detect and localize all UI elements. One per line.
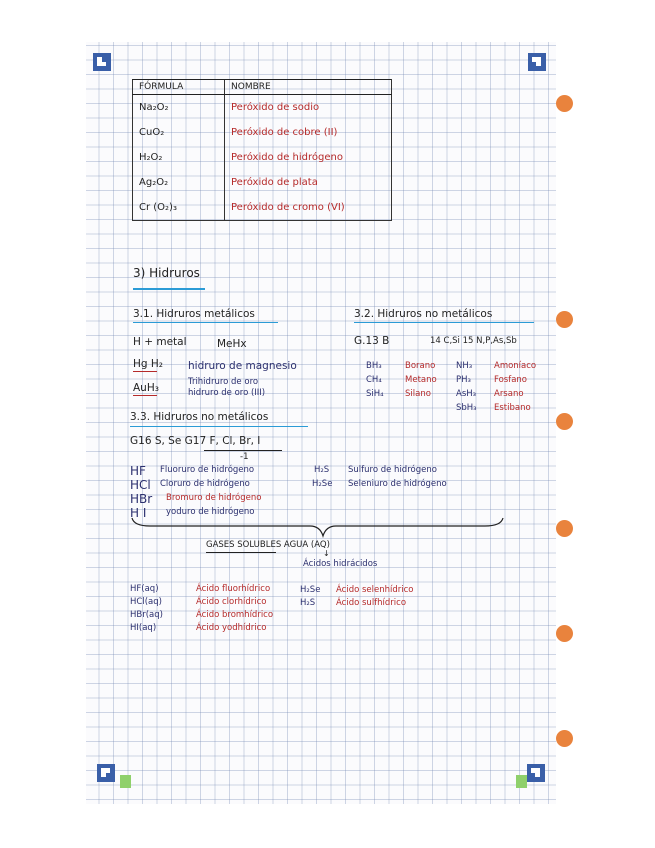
green-marker	[516, 775, 527, 788]
corner-marker-icon	[527, 52, 547, 72]
hydracid-formula: HBr	[130, 492, 153, 506]
sec32-groups-a: G.13 B	[354, 335, 390, 347]
hydracid-formula: H₂S	[314, 465, 330, 475]
corner-marker-icon	[92, 52, 112, 72]
name-cell: Peróxido de hidrógeno	[225, 145, 392, 170]
hydracid-name: Sulfuro de hidrógeno	[348, 465, 437, 475]
hydracid-name: Bromuro de hidrógeno	[166, 493, 262, 503]
sec33-valence: -1	[240, 452, 249, 462]
sec33-groups: G16 S, Se G17 F, Cl, Br, I	[130, 435, 261, 447]
acid-formula: HBr(aq)	[130, 610, 163, 620]
sec32-right-formula: AsH₃	[456, 389, 477, 399]
sec33-underline	[130, 426, 308, 427]
binder-hole-icon	[556, 413, 573, 430]
sec32-left-name: Borano	[405, 361, 436, 371]
formula-cell: Na₂O₂	[133, 95, 225, 121]
acid-name: Ácido selenhídrico	[336, 585, 414, 595]
sec32-right-name: Fosfano	[494, 375, 528, 385]
sec32-left-name: Silano	[405, 389, 431, 399]
table-row	[133, 195, 392, 221]
gases-underline	[206, 552, 276, 553]
sec32-underline	[354, 322, 534, 323]
table-header-row	[133, 80, 392, 95]
sec32-right-formula: SbH₃	[456, 403, 477, 413]
formula-cell: Cr (O₂)₃	[133, 195, 225, 221]
sec32-right-name: Amoníaco	[494, 361, 537, 371]
table-row	[133, 145, 392, 170]
acid-formula: HCl(aq)	[130, 597, 162, 607]
acid-formula: H₂S	[300, 598, 316, 608]
sec32-left-formula: SiH₄	[366, 389, 384, 399]
hydracid-formula: HCl	[130, 478, 151, 492]
acid-name: Ácido sulfhídrico	[336, 598, 407, 608]
acid-name: Ácido fluorhídrico	[196, 584, 271, 594]
acid-formula: HI(aq)	[130, 623, 157, 633]
name-cell: Peróxido de plata	[225, 170, 392, 195]
binder-hole-icon	[556, 625, 573, 642]
sec32-left-formula: CH₄	[366, 375, 382, 385]
hydracid-name: yoduro de hidrógeno	[166, 507, 255, 517]
sec31-underline	[133, 322, 278, 323]
formula-underline	[133, 395, 157, 396]
formula-cell: H₂O₂	[133, 145, 225, 170]
acid-formula: HF(aq)	[130, 584, 159, 594]
binder-hole-icon	[556, 311, 573, 328]
sec32-groups-b: 14 C,Si 15 N,P,As,Sb	[430, 336, 517, 346]
table-row	[133, 120, 392, 145]
peroxide-table	[132, 79, 392, 221]
table-row	[133, 95, 392, 121]
binder-hole-icon	[556, 730, 573, 747]
hydracid-name: Seleniuro de hidrógeno	[348, 479, 447, 489]
section-3-title: 3) Hidruros	[133, 266, 200, 280]
sec31-rule-right: MeHx	[217, 338, 247, 350]
binder-hole-icon	[556, 520, 573, 537]
sec32-right-name: Arsano	[494, 389, 524, 399]
hydracid-name: Fluoruro de hidrógeno	[160, 465, 255, 475]
acid-name: Ácido yodhídrico	[196, 623, 267, 633]
title-underline	[133, 288, 205, 290]
hydracid-formula: HF	[130, 464, 146, 478]
sec31-ex1-formula: Hg H₂	[133, 358, 164, 370]
group-bracket	[204, 450, 282, 451]
sec32-left-name: Metano	[405, 375, 437, 385]
gases-result: Ácidos hidrácidos	[303, 559, 378, 569]
hydracid-name: Cloruro de hidrógeno	[160, 479, 250, 489]
sec31-title: 3.1. Hidruros metálicos	[133, 308, 255, 320]
binder-hole-icon	[556, 95, 573, 112]
sec32-right-formula: NH₃	[456, 361, 473, 371]
acid-name: Ácido bromhídrico	[196, 610, 274, 620]
header-name: NOMBRE	[225, 80, 392, 95]
sec33-title: 3.3. Hidruros no metálicos	[130, 411, 269, 423]
corner-marker-icon	[526, 763, 546, 783]
hydracid-formula: H I	[130, 506, 147, 520]
sec31-ex2-name-a: Trihidruro de oro	[188, 377, 259, 387]
sec31-ex2-name-b: hidruro de oro (III)	[188, 388, 266, 398]
gases-label: GASES SOLUBLES AGUA (AQ)	[206, 540, 330, 550]
sec32-title: 3.2. Hidruros no metálicos	[354, 308, 493, 320]
hydracid-formula: H₂Se	[312, 479, 333, 489]
name-cell: Peróxido de cobre (II)	[225, 120, 392, 145]
table-row	[133, 170, 392, 195]
sec31-rule-left: H + metal	[133, 336, 187, 348]
sec31-ex2-formula: AuH₃	[133, 382, 159, 394]
acid-name: Ácido clorhídrico	[196, 597, 267, 607]
corner-marker-icon	[96, 763, 116, 783]
formula-cell: CuO₂	[133, 120, 225, 145]
name-cell: Peróxido de cromo (VI)	[225, 195, 392, 221]
header-formula: FÓRMULA	[133, 80, 225, 95]
sec32-left-formula: BH₃	[366, 361, 382, 371]
arrow-down-icon: ↓	[323, 549, 330, 558]
sec31-ex1-name: hidruro de magnesio	[188, 360, 297, 372]
green-marker	[120, 775, 131, 788]
formula-underline	[133, 371, 157, 372]
sec32-right-formula: PH₃	[456, 375, 471, 385]
formula-cell: Ag₂O₂	[133, 170, 225, 195]
name-cell: Peróxido de sodio	[225, 95, 392, 121]
acid-formula: H₂Se	[300, 585, 321, 595]
brace-icon	[130, 516, 505, 538]
sec32-right-name: Estibano	[494, 403, 531, 413]
